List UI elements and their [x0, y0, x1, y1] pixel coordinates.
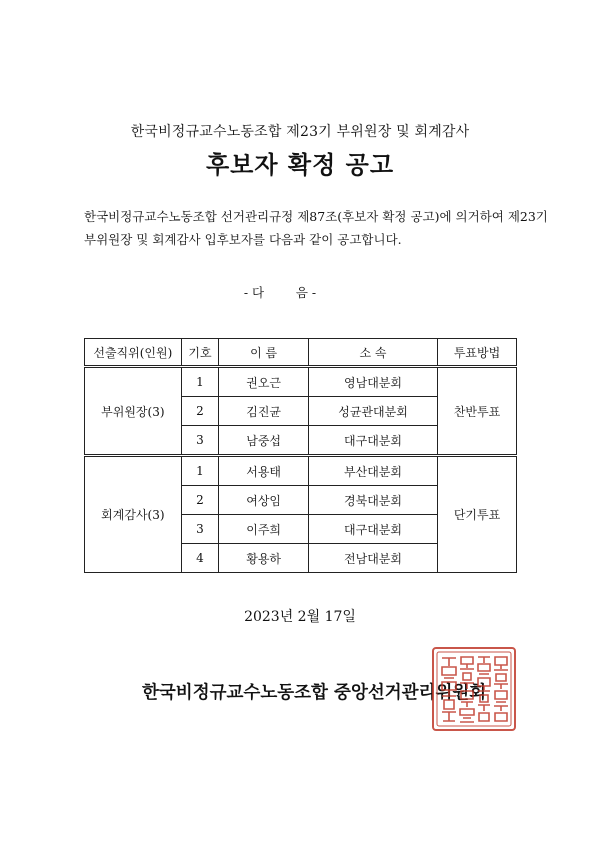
affiliation-cell: 경북대분회: [308, 486, 437, 515]
name-cell: 이주희: [219, 515, 309, 544]
header-affiliation: 소 속: [308, 339, 437, 367]
intro-line-1: 한국비정규교수노동조합 선거관리규정 제87조(후보자 확정 공고)에 의거하여 제23기: [84, 209, 548, 224]
number-cell: 3: [181, 515, 219, 544]
header-name: 이 름: [219, 339, 309, 367]
name-cell: 권오근: [219, 367, 309, 397]
affiliation-cell: 대구대분회: [308, 515, 437, 544]
section-marker: - 다 음 -: [243, 285, 317, 300]
affiliation-cell: 부산대분회: [308, 456, 437, 486]
seal-glyphs: [442, 657, 508, 722]
affiliation-cell: 성균관대분회: [308, 397, 437, 426]
number-cell: 1: [181, 456, 219, 486]
position-cell: 회계감사(3): [85, 456, 182, 573]
number-cell: 3: [181, 426, 219, 456]
table-row: [85, 456, 517, 486]
method-cell: 단기투표: [438, 456, 517, 573]
name-cell: 황용하: [219, 544, 309, 573]
notice-title: 후보자 확정 공고: [206, 151, 394, 179]
candidate-table: [84, 338, 517, 573]
intro-line-2: 부위원장 및 회계감사 입후보자를 다음과 같이 공고합니다.: [84, 232, 402, 247]
affiliation-cell: 전남대분회: [308, 544, 437, 573]
seal-border: [433, 648, 515, 730]
name-cell: 여상임: [219, 486, 309, 515]
issuer-name: 한국비정규교수노동조합 중앙선거관리위원회: [142, 683, 487, 703]
name-cell: 김진균: [219, 397, 309, 426]
number-cell: 1: [181, 367, 219, 397]
affiliation-cell: 대구대분회: [308, 426, 437, 456]
intro-paragraph: [84, 205, 548, 251]
affiliation-cell: 영남대분회: [308, 367, 437, 397]
number-cell: 2: [181, 397, 219, 426]
number-cell: 2: [181, 486, 219, 515]
name-cell: 서용태: [219, 456, 309, 486]
name-cell: 남중섭: [219, 426, 309, 456]
header-number: 기호: [181, 339, 219, 367]
official-seal-stamp: [430, 645, 518, 733]
table-row: [85, 367, 517, 397]
notice-subtitle: 한국비정규교수노동조합 제23기 부위원장 및 회계감사: [130, 124, 470, 140]
notice-date: 2023년 2월 17일: [244, 609, 356, 625]
position-cell: 부위원장(3): [85, 367, 182, 456]
header-method: 투표방법: [438, 339, 517, 367]
number-cell: 4: [181, 544, 219, 573]
header-position: 선출직위(인원): [85, 339, 182, 367]
table-header-row: [85, 339, 517, 367]
method-cell: 찬반투표: [438, 367, 517, 456]
